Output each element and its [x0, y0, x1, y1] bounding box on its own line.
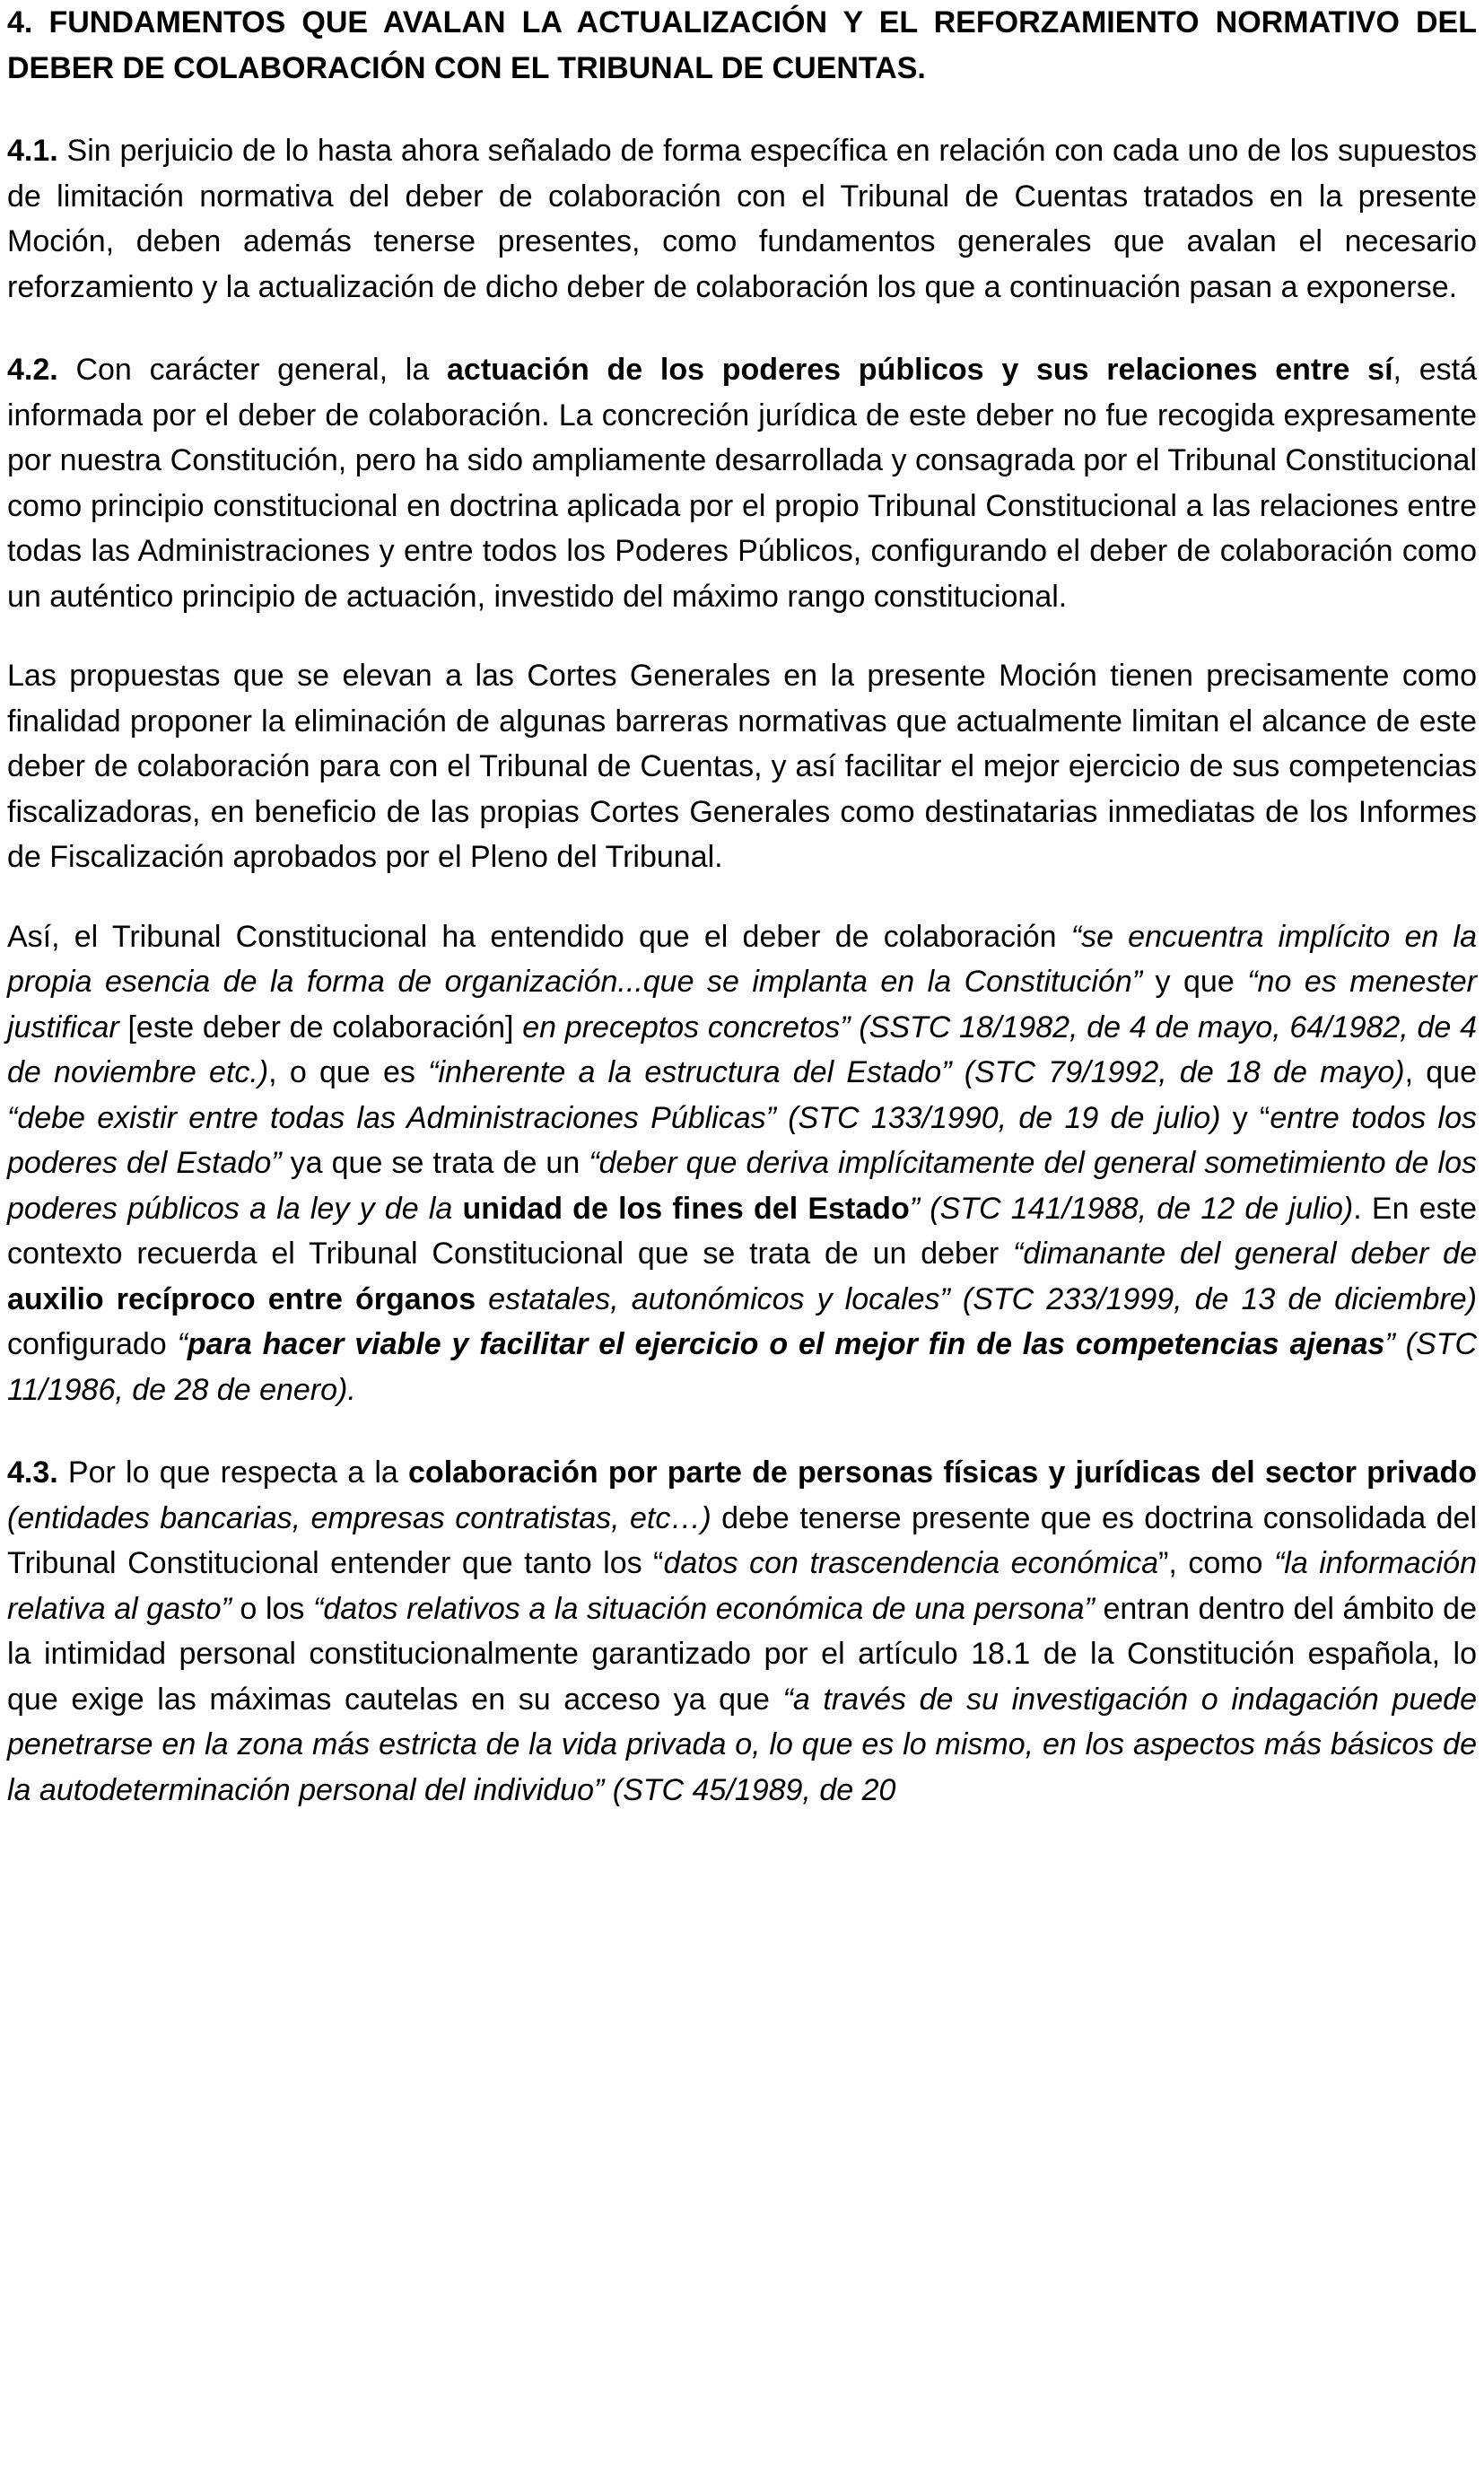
paragraph-4-1-text: Sin perjuicio de lo hasta ahora señalado de forma específica en relación con cada uno de los supuestos de limitación normativa del deber de colaboración con el Tribunal de Cuentas tratados en la presente Moción, deben además tenerse presentes, como fundamentos generales que avalan el necesario reforzamiento y la actualización de dicho deber de colaboración los que a continuación pasan a exponerse.: [7, 134, 1477, 304]
quote-run: “la información relativa al gasto”: [7, 1546, 1477, 1626]
section-number-4-3: 4.3.: [7, 1455, 58, 1490]
text-run: configurado: [7, 1327, 178, 1361]
document-page: [7, 0, 1477, 1813]
quote-run: “se encuentra implícito en la propia esencia de la forma de organización...que se implanta en la Constitución”: [7, 919, 1477, 999]
paragraph-4-3: [7, 1450, 1477, 1813]
quote-run: ” (STC 141/1988, de 12 de julio): [909, 1191, 1354, 1226]
bold-italic-run: para hacer viable y facilitar el ejercicio o el mejor fin de las competencias ajenas: [187, 1327, 1385, 1361]
quote-run: “debe existir entre todas las Administraciones Públicas” (STC 133/1990, de 19 de julio): [7, 1100, 1221, 1135]
bold-run: unidad de los fines del Estado: [462, 1191, 910, 1226]
quote-run: “a través de su investigación o indagación puede penetrarse en la zona más estricta de la vida privada o, lo que es lo mismo, en los aspectos más básicos de la autodeterminación personal del individuo” (STC 45/1989, de 20: [7, 1682, 1477, 1807]
text-run: y “: [1220, 1100, 1270, 1135]
quote-run: estatales, autonómicos y locales” (STC 233/1999, de 13 de diciembre): [476, 1281, 1477, 1316]
quote-run: (entidades bancarias, empresas contratistas, etc…): [7, 1500, 711, 1535]
text-run: Por lo que respecta a la: [57, 1455, 409, 1490]
paragraph-4-2: [7, 347, 1477, 619]
quote-run: “: [177, 1327, 188, 1361]
quote-run: en preceptos concretos” (SSTC 18/1982, de 4 de mayo, 64/1982, de 4 de noviembre etc.): [7, 1010, 1477, 1089]
text-run: o los: [231, 1591, 314, 1626]
quote-run: entre todos los poderes del Estado”: [7, 1100, 1478, 1180]
bold-run: auxilio recíproco entre órganos: [7, 1281, 476, 1316]
text-run: Así, el Tribunal Constitucional ha entendido que el deber de colaboración: [7, 919, 1071, 954]
paragraph-asi: [7, 914, 1477, 1413]
text-run: , que: [1404, 1055, 1477, 1089]
quote-run: “dimanante del general deber de: [1013, 1237, 1477, 1271]
quote-run: “deber que deriva implícitamente del general sometimiento de los poderes públicos a la ley y de la: [7, 1146, 1478, 1226]
paragraph-4-1: [7, 128, 1477, 310]
quote-run: datos con trascendencia económica: [663, 1546, 1159, 1580]
bold-run: actuación de los poderes públicos y sus relaciones entre sí: [447, 353, 1393, 387]
section-number-4-2: 4.2.: [7, 353, 58, 387]
section-heading: 4. FUNDAMENTOS QUE AVALAN LA ACTUALIZACIÓN Y EL REFORZAMIENTO NORMATIVO DEL DEBER DE COLABORACIÓN CON EL TRIBUNAL DE CUENTAS.: [7, 5, 1477, 85]
text-run: ya que se trata de un: [281, 1146, 589, 1180]
quote-run: “datos relativos a la situación económica de una persona”: [313, 1591, 1095, 1626]
text-run: Con carácter general, la: [57, 353, 447, 387]
text-run: . En este contexto recuerda el Tribunal Constitucional que se trata de un deber: [7, 1191, 1477, 1271]
paragraph-propuestas: Las propuestas que se elevan a las Cortes Generales en la presente Moción tienen precisamente como finalidad proponer la eliminación de algunas barreras normativas que actualmente limitan el alcance de este deber de colaboración para con el Tribunal de Cuentas, y así facilitar el mejor ejercicio de sus competencias fiscalizadoras, en beneficio de las propias Cortes Generales como destinatarias inmediatas de los Informes de Fiscalización aprobados por el Pleno del Tribunal.: [7, 659, 1477, 874]
text-run: [este deber de colaboración]: [118, 1010, 523, 1044]
section-number-4-1: 4.1.: [7, 134, 58, 168]
text-run: ”, como: [1158, 1546, 1274, 1580]
quote-run: “inherente a la estructura del Estado” (STC 79/1992, de 18 de mayo): [428, 1055, 1405, 1089]
bold-run: colaboración por parte de personas físicas y jurídicas del sector privado: [408, 1455, 1477, 1490]
text-run: , o que es: [268, 1055, 429, 1089]
quote-run: “no es menester justificar: [7, 965, 1477, 1044]
text-run: entran dentro del ámbito de la intimidad personal constitucionalmente garantizado por el artículo 18.1 de la Constitución española, lo que exige las máximas cautelas en su acceso ya que: [7, 1591, 1477, 1717]
text-run: , está informada por el deber de colaboración. La concreción jurídica de este deber no fue recogida expresamente por nuestra Constitución, pero ha sido ampliamente desarrollada y consagrada por el Tribunal Constitucional como principio constitucional en doctrina aplicada por el propio Tribunal Constitucional a las relaciones entre todas las Administraciones y entre todos los Poderes Públicos, configurando el deber de colaboración como un auténtico principio de actuación, investido del máximo rango constitucional.: [7, 353, 1477, 614]
text-run: debe tenerse presente que es doctrina consolidada del Tribunal Constitucional entender que tanto los “: [7, 1500, 1477, 1580]
quote-run: ” (STC 11/1986, de 28 de enero).: [7, 1327, 1477, 1407]
text-run: y que: [1142, 965, 1248, 999]
